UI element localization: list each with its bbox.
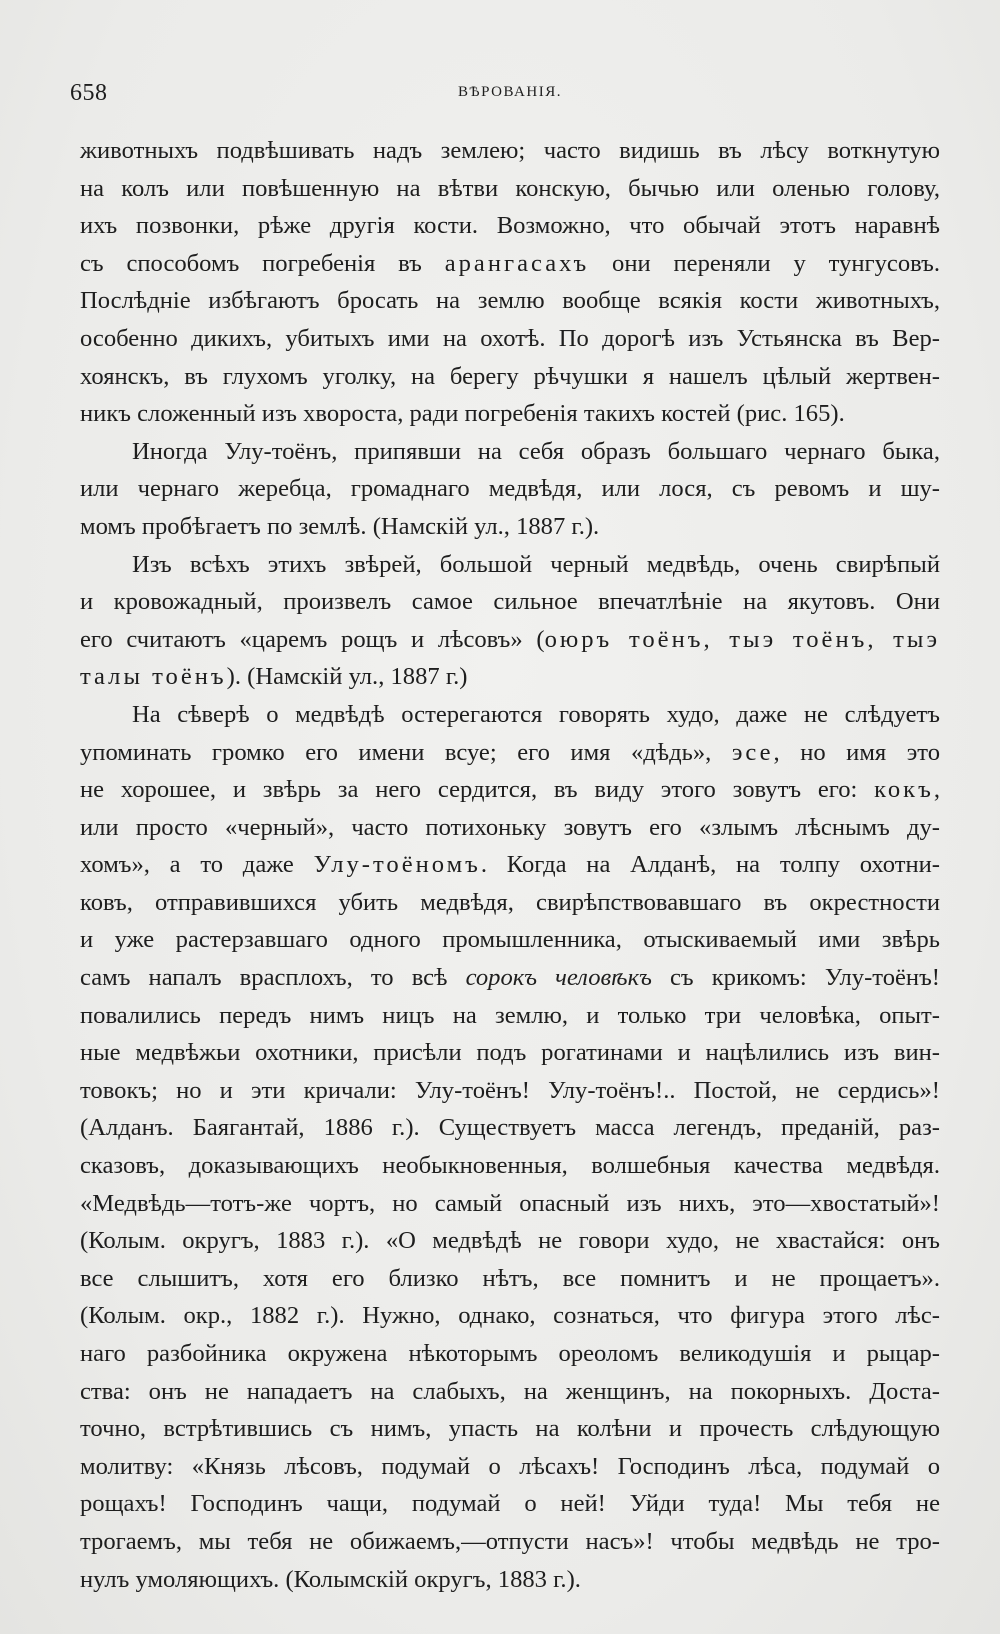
text-segment: ихъ позвонки, рѣже другія кости. Возможно, что обычай этотъ наравнѣ	[80, 212, 940, 240]
emphasized-text: сорокъ человѣкъ	[465, 964, 652, 992]
text-segment: наго разбойника окружена нѣкоторымъ ореоломъ великодушія и рыцар-	[80, 1340, 940, 1367]
text-segment: или просто «черный», часто потихоньку зовутъ его «злымъ лѣснымъ ду-	[80, 813, 940, 841]
text-line	[80, 320, 940, 358]
running-title: ВѢРОВАНІЯ.	[458, 84, 562, 100]
emphasized-text: эсе	[731, 738, 774, 766]
text-line	[80, 1561, 940, 1599]
text-line	[80, 546, 940, 584]
text-line	[80, 997, 940, 1035]
text-segment: съ крикомъ: Улу-тоёнъ!	[651, 964, 940, 992]
text-line	[80, 921, 940, 959]
text-segment: особенно дикихъ, убитыхъ ими на охотѣ. По дорогѣ изъ Устьянска въ Вер-	[80, 324, 940, 352]
text-body	[80, 132, 940, 1598]
text-line	[80, 583, 940, 621]
text-segment: все слышитъ, хотя его близко нѣтъ, все помнитъ и не прощаетъ».	[80, 1264, 940, 1292]
text-line	[80, 1523, 940, 1561]
text-segment: самъ напалъ врасплохъ, то всѣ	[80, 964, 466, 992]
text-segment: (Колым. окр., 1882 г.). Нужно, однако, сознаться, что фигура этого лѣс-	[80, 1302, 940, 1330]
text-segment: ные медвѣжьи охотники, присѣли подъ рогатинами и нацѣлились изъ вин-	[80, 1039, 940, 1067]
text-segment: съ способомъ погребенія въ	[80, 249, 445, 277]
running-head	[70, 74, 950, 114]
text-segment: ). (Намскій ул., 1887 г.)	[226, 663, 468, 691]
text-segment: трогаемъ, мы тебя не обижаемъ,—отпусти насъ»! чтобы медвѣдь не тро-	[80, 1527, 940, 1555]
text-line	[80, 621, 940, 659]
text-segment: «Медвѣдь—тотъ-же чортъ, но самый опасный изъ нихъ, это—хвостатый»!	[80, 1189, 940, 1217]
text-line	[80, 1410, 940, 1448]
emphasized-text: оюръ тоёнъ, тыэ тоёнъ, тыэ	[544, 625, 940, 653]
text-segment: сказовъ, доказывающихъ необыкновенныя, волшебныя качества медвѣдя.	[80, 1152, 940, 1180]
text-line	[80, 846, 940, 884]
text-segment: его считаютъ «царемъ рощъ и лѣсовъ» (	[80, 625, 545, 653]
page-number: 658	[70, 80, 108, 106]
text-segment: или чернаго жеребца, громаднаго медвѣдя, или лося, съ ревомъ и шу-	[80, 475, 940, 503]
text-segment: нулъ умоляющихъ. (Колымскій округъ, 1883 г.).	[80, 1565, 581, 1593]
text-segment: на колъ или повѣшенную на вѣтви конскую, бычью или оленью голову,	[80, 174, 940, 202]
text-line	[80, 771, 940, 809]
text-line	[80, 696, 940, 734]
text-segment: не хорошее, и звѣрь за него сердится, въ виду этого зовутъ его:	[80, 776, 875, 804]
text-segment: Иногда Улу-тоёнъ, припявши на себя образъ большаго чернаго быка,	[132, 437, 940, 465]
text-line	[80, 734, 940, 772]
text-segment: момъ пробѣгаетъ по землѣ. (Намскій ул., 1887 г.).	[80, 512, 600, 540]
text-line	[80, 959, 940, 997]
text-segment: точно, встрѣтившись съ нимъ, упасть на колѣни и прочесть слѣдующую	[80, 1415, 940, 1443]
text-segment: . Когда на Алданѣ, на толпу охотни-	[480, 851, 940, 879]
text-line	[80, 1222, 940, 1260]
text-segment: и уже растерзавшаго одного промышленника, отыскиваемый ими звѣрь	[80, 926, 940, 954]
text-line	[80, 433, 940, 471]
text-line	[80, 132, 940, 170]
text-line	[80, 358, 940, 396]
text-line	[80, 1147, 940, 1185]
text-segment: молитву: «Князь лѣсовъ, подумай о лѣсахъ! Господинъ лѣса, подумай о	[80, 1452, 940, 1480]
text-line	[80, 470, 940, 508]
text-segment: товокъ; но и эти кричали: Улу-тоёнъ! Улу-тоёнъ!.. Постой, не сердись»!	[80, 1076, 940, 1104]
text-segment: Изъ всѣхъ этихъ звѣрей, большой черный медвѣдь, очень свирѣпый	[132, 550, 940, 578]
text-line	[80, 809, 940, 847]
text-line	[80, 1185, 940, 1223]
text-line	[80, 1448, 940, 1486]
emphasized-text: талы тоёнъ	[80, 663, 227, 691]
text-segment: , но имя это	[773, 738, 940, 766]
emphasized-text: арангасахъ	[444, 249, 590, 277]
text-segment: ,	[933, 776, 940, 804]
text-line	[80, 508, 940, 546]
text-segment: На сѣверѣ о медвѣдѣ остерегаются говорять худо, даже не слѣдуетъ	[132, 700, 940, 728]
text-segment: хоянскъ, въ глухомъ уголку, на берегу рѣчушки я нашелъ цѣлый жертвен-	[80, 362, 940, 390]
text-segment: повалились передъ нимъ ницъ на землю, и только три человѣка, опыт-	[80, 1001, 940, 1029]
text-segment: и кровожадный, произвелъ самое сильное впечатлѣніе на якутовъ. Они	[80, 588, 940, 616]
text-segment: рощахъ! Господинъ чащи, подумай о ней! Уйди туда! Мы тебя не	[80, 1490, 940, 1518]
text-line	[80, 658, 940, 696]
text-line	[80, 1109, 940, 1147]
text-line	[80, 282, 940, 320]
text-segment: Послѣдніе избѣгаютъ бросать на землю вообще всякія кости животныхъ,	[80, 287, 940, 315]
text-line	[80, 245, 940, 283]
text-line	[80, 884, 940, 922]
text-segment: ковъ, отправившихся убить медвѣдя, свирѣпствовавшаго въ окрестности	[80, 888, 940, 916]
emphasized-text: кокъ	[874, 776, 934, 804]
text-segment: они переняли у тунгусовъ.	[589, 249, 940, 277]
text-segment: (Алданъ. Баягантай, 1886 г.). Существуетъ масса легендъ, преданій, раз-	[80, 1114, 940, 1142]
text-line	[80, 1485, 940, 1523]
text-segment: (Колым. округъ, 1883 г.). «О медвѣдѣ не говори худо, не хвастайся: онъ	[80, 1227, 940, 1255]
text-segment: никъ сложенный изъ хвороста, ради погребенія такихъ костей (рис. 165).	[80, 400, 845, 428]
text-segment: ства: онъ не нападаетъ на слабыхъ, на женщинъ, на покорныхъ. Доста-	[80, 1377, 940, 1405]
text-line	[80, 1260, 940, 1298]
text-line	[80, 1335, 940, 1373]
text-line	[80, 170, 940, 208]
text-segment: хомъ», а то даже	[80, 851, 314, 879]
text-line	[80, 395, 940, 433]
text-segment: упоминать громко его имени всуе; его имя «дѣдь»,	[80, 738, 732, 766]
text-line	[80, 1034, 940, 1072]
text-line	[80, 1297, 940, 1335]
emphasized-text: Улу-тоёномъ	[313, 851, 481, 879]
text-line	[80, 207, 940, 245]
text-line	[80, 1072, 940, 1110]
text-line	[80, 1373, 940, 1411]
text-segment: животныхъ подвѣшивать надъ землею; часто видишь въ лѣсу воткнутую	[80, 137, 940, 164]
